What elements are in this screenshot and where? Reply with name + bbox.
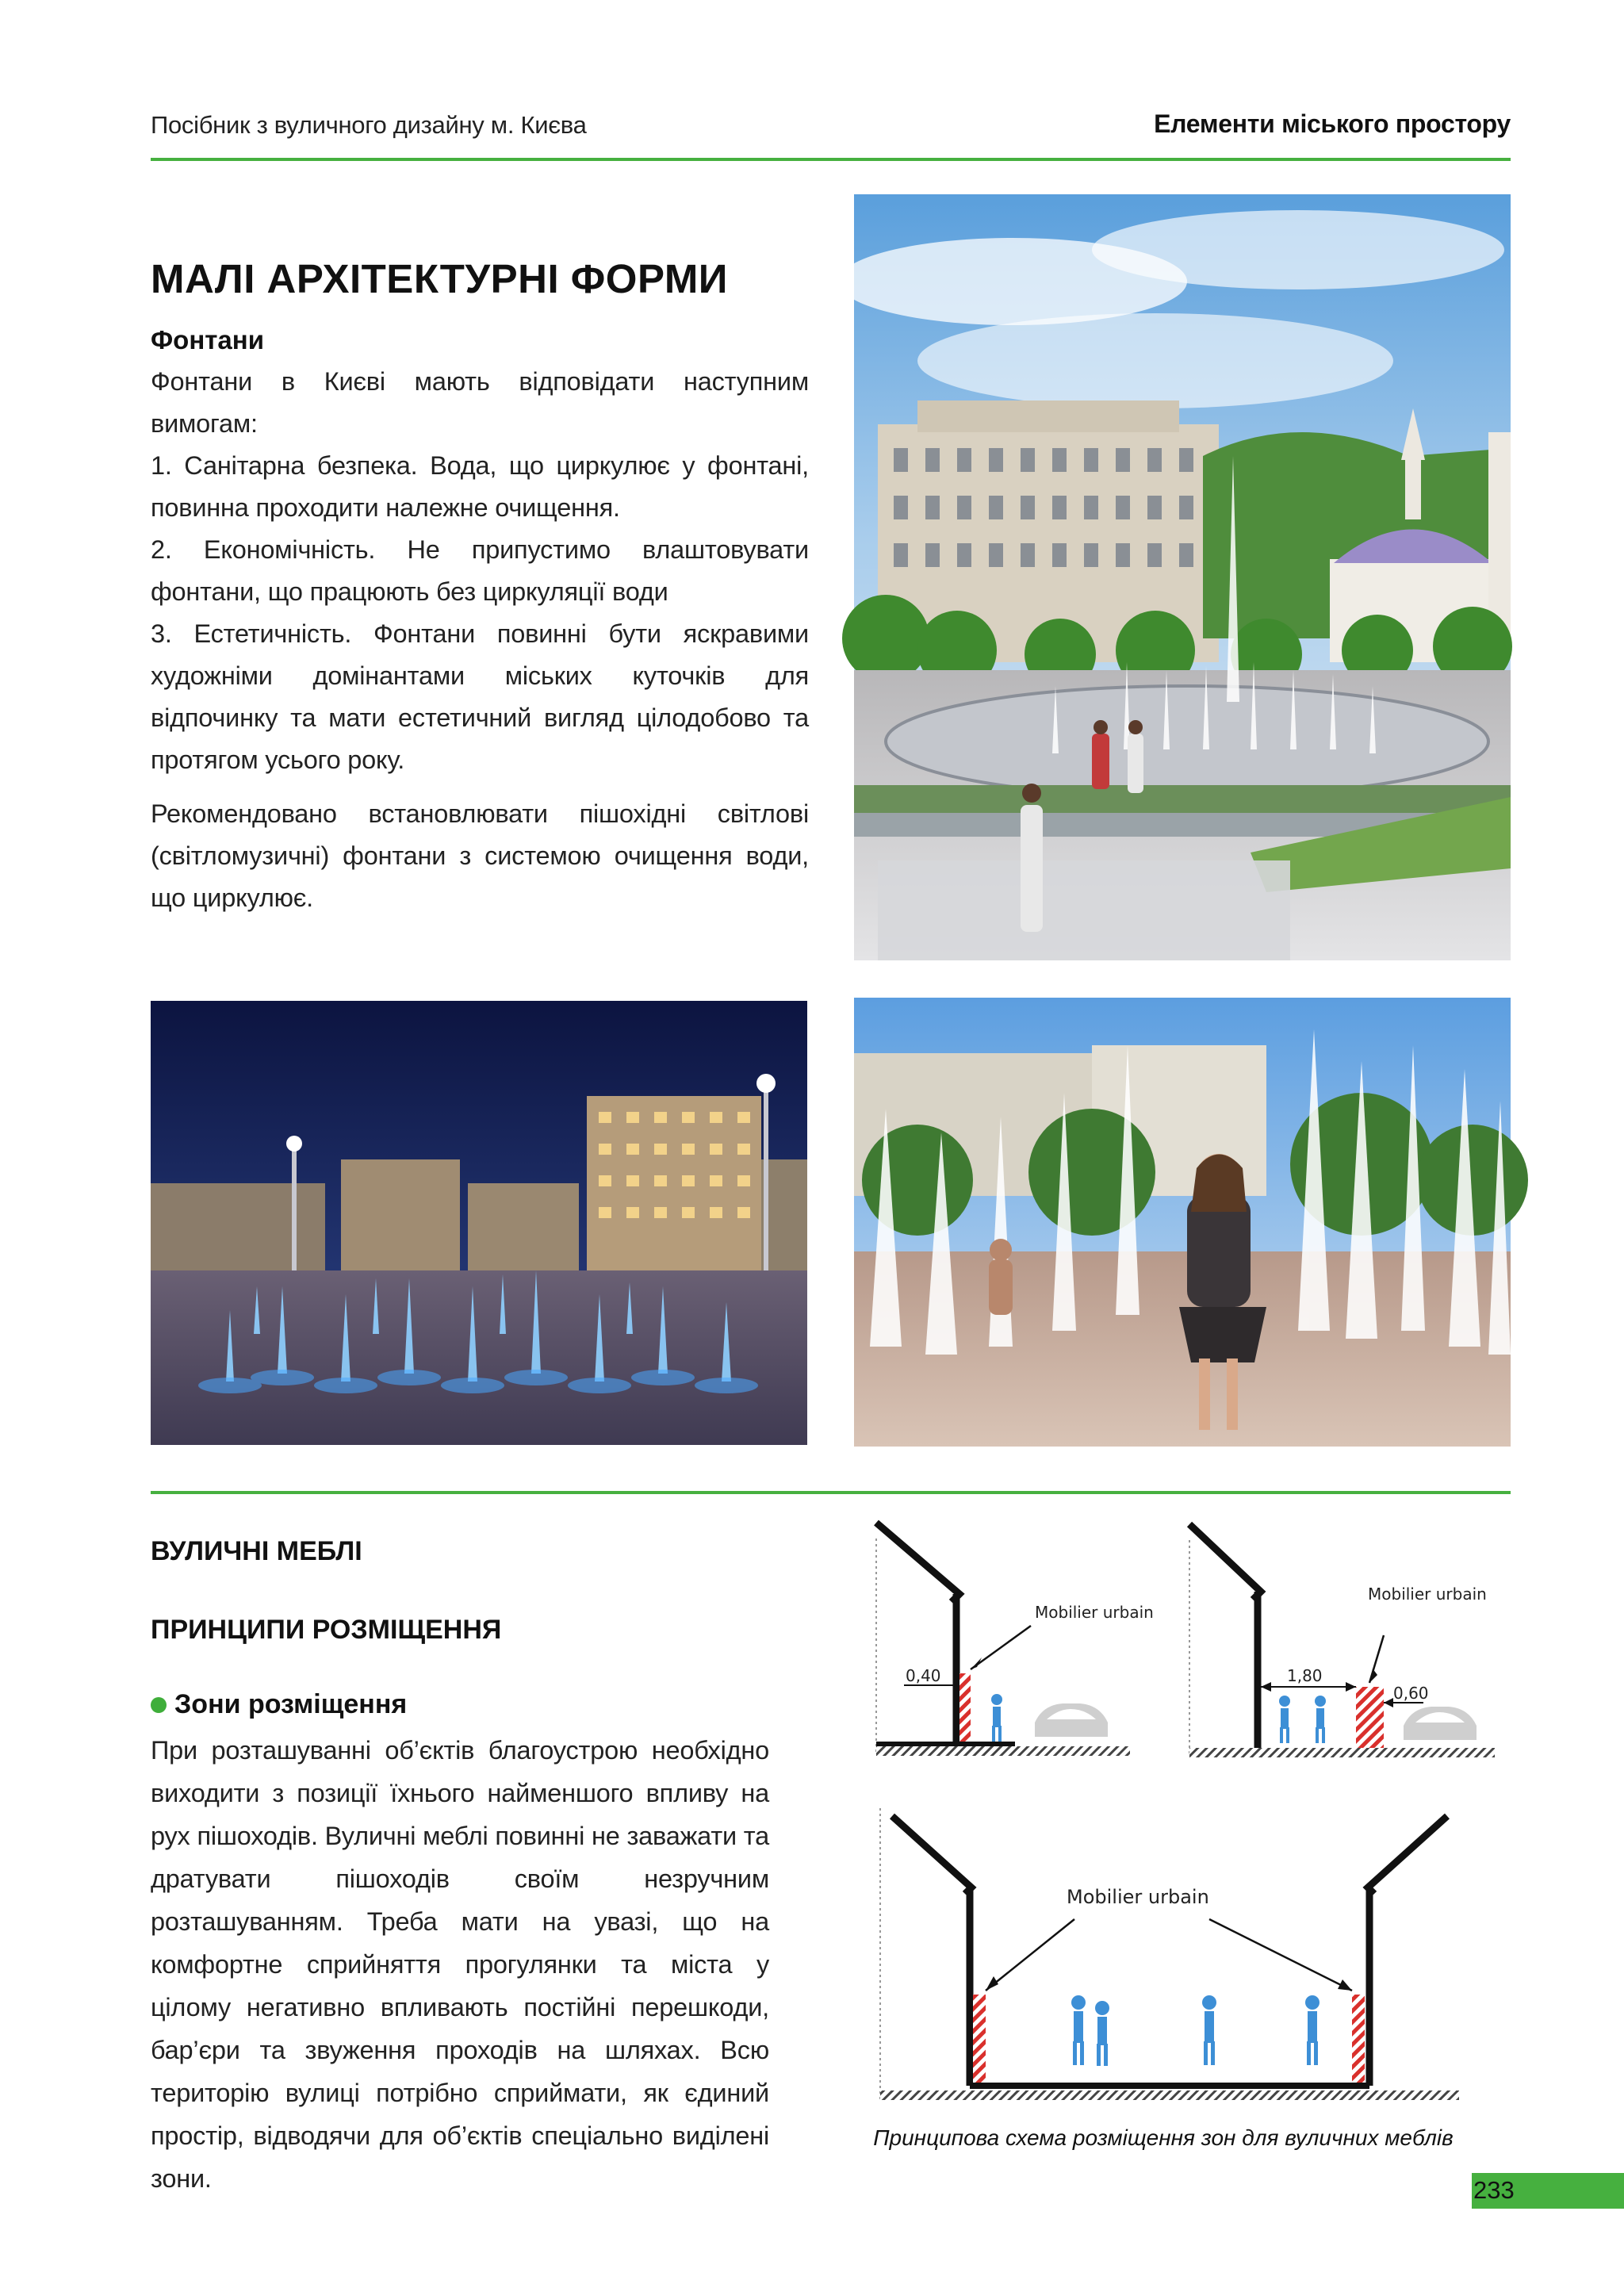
placement-principles-title: ПРИНЦИПИ РОЗМІЩЕННЯ (151, 1615, 502, 1645)
mobilier-label-3: Mobilier urbain (1067, 1886, 1209, 1908)
dim-060: 0,60 (1393, 1684, 1429, 1703)
dim-040: 0,40 (906, 1666, 941, 1685)
mobilier-label-2: Mobilier urbain (1368, 1585, 1487, 1604)
fountains-recommendation: Рекомендовано встановлювати пішохідні світлові (світломузичні) фонтани з системою очищення води, що циркулює. (151, 799, 809, 912)
zones-paragraph: При розташуванні об’єктів благоустрою необхідно виходити з позиції їхнього найменшого впливу на рух пішоходів. Вуличні меблі повинні не заважати та дратувати пішоходів своїм незручним розташуванням. Треба мати на увазі, що на комфортне сприйняття прогулянки та міста у цілому негативно впливають постійні перешкоди, бар’єри та звуження проходів на шляхах. Всю територію вулиці потрібно сприймати, як єдиний простір, відводячи для об’єктів спеціально виділені зони. (151, 1736, 769, 2193)
mobilier-label-1: Mobilier urbain (1035, 1603, 1154, 1622)
green-bullet-icon (151, 1697, 167, 1713)
fountain-plaza-rendering-photo (854, 194, 1511, 960)
page-number: 233 (1473, 2176, 1515, 2204)
pedestrian-icon (1279, 1696, 1326, 1743)
zones-subtitle (151, 1689, 407, 1720)
running-header-section: Елементи міського простору (1154, 109, 1511, 138)
requirement-aesthetics: 3. Естетичність. Фонтани повинні бути яскравими художніми домінантами міських куточків для відпочинку та мати естетичний вигляд цілодобово та протягом усього року. (151, 619, 809, 774)
children-fountain-photo (854, 998, 1511, 1447)
requirement-sanitary: 1. Санітарна безпека. Вода, що циркулює у фонтані, повинна проходити належне очищення. (151, 451, 809, 522)
header-divider (151, 158, 1511, 161)
running-header-title: Посібник з вуличного дизайну м. Києва (151, 111, 587, 139)
fountains-subtitle: Фонтани (151, 325, 264, 354)
pedestrian-icon (1071, 1995, 1320, 2066)
fountains-requirements (151, 361, 809, 781)
requirement-economy: 2. Економічність. Не припустимо влаштовувати фонтани, що працюють без циркуляції води (151, 535, 809, 606)
car-icon (1035, 1703, 1108, 1737)
night-light-fountains-photo (151, 1001, 807, 1445)
requirements-intro: Фонтани в Києві мають відповідати наступним вимогам: (151, 367, 809, 438)
diagram-caption: Принципова схема розміщення зон для вуличних меблів (873, 2125, 1454, 2150)
placement-diagram-street-section (876, 1800, 1463, 2117)
placement-diagram-wide (1185, 1516, 1499, 1778)
section-divider (151, 1491, 1511, 1494)
pedestrian-icon (991, 1694, 1002, 1742)
section-title: МАЛІ АРХІТЕКТУРНІ ФОРМИ (151, 256, 728, 301)
zones-subtitle-text: Зони розміщення (174, 1689, 408, 1719)
car-icon (1404, 1707, 1477, 1740)
placement-diagram-narrow (872, 1515, 1154, 1776)
street-furniture-title: ВУЛИЧНІ МЕБЛІ (151, 1536, 362, 1566)
dim-180: 1,80 (1287, 1666, 1323, 1685)
